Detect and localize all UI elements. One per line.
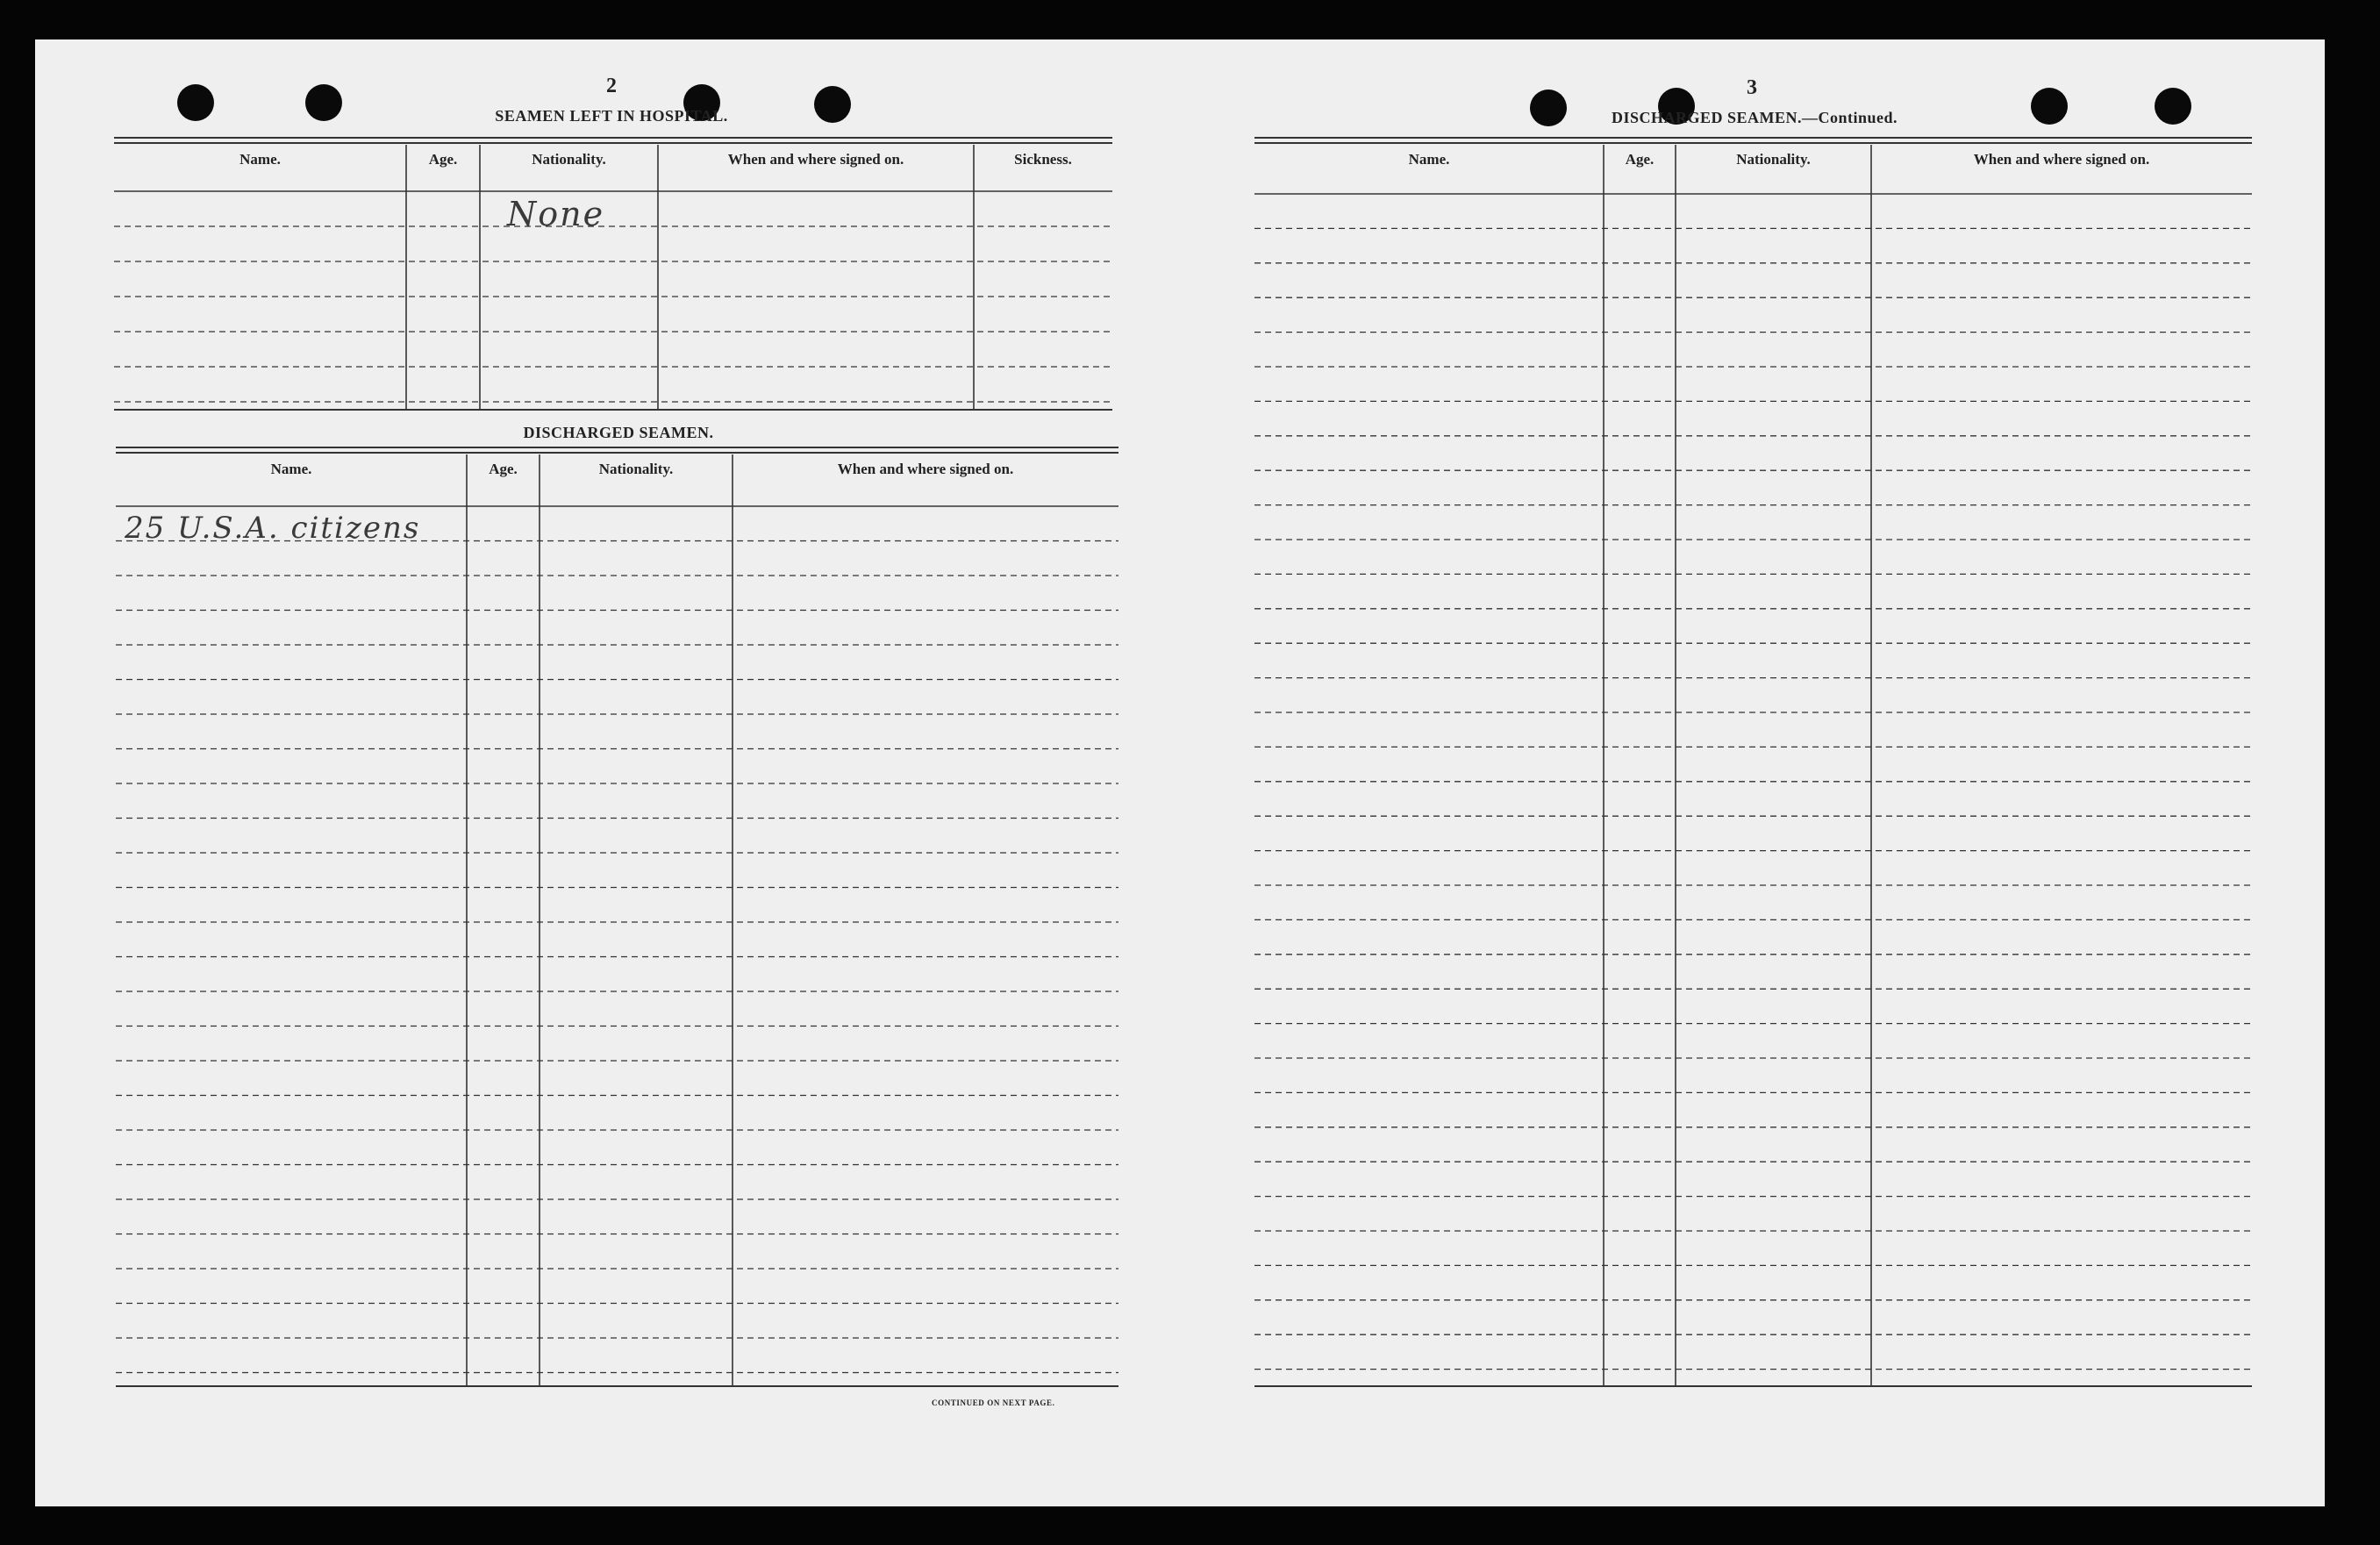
discharged-col-header-1: Age. — [489, 461, 518, 477]
discharged-section-title: DISCHARGED SEAMEN. — [523, 424, 714, 441]
page-number-left: 2 — [606, 75, 617, 97]
continued-col-header-2: Nationality. — [1736, 151, 1811, 168]
hospital-nationality-entry: None — [507, 195, 605, 233]
hospital-col-header-4: Sickness. — [1014, 151, 1072, 168]
hospital-section-title: SEAMEN LEFT IN HOSPITAL. — [495, 107, 728, 125]
hospital-col-header-2: Nationality. — [532, 151, 606, 168]
page-number-right: 3 — [1747, 76, 1757, 99]
hospital-table — [114, 138, 1112, 410]
continued-note: CONTINUED ON NEXT PAGE. — [932, 1398, 1055, 1407]
continued-col-header-3: When and where signed on. — [1973, 151, 2150, 168]
discharged-name-entry: 25 U.S.A. citizens — [125, 511, 421, 546]
discharged-continued-title: DISCHARGED SEAMEN.—Continued. — [1611, 109, 1898, 126]
continued-col-header-1: Age. — [1625, 151, 1655, 168]
discharged-continued-table — [1254, 138, 2252, 1386]
hospital-col-header-3: When and where signed on. — [727, 151, 904, 168]
discharged-col-header-2: Nationality. — [598, 461, 674, 477]
hospital-col-header-1: Age. — [428, 151, 458, 168]
discharged-col-header-3: When and where signed on. — [837, 461, 1014, 477]
discharged-col-header-0: Name. — [270, 461, 312, 477]
discharged-table — [116, 447, 1119, 1386]
hospital-col-header-0: Name. — [239, 151, 281, 168]
continued-col-header-0: Name. — [1408, 151, 1450, 168]
